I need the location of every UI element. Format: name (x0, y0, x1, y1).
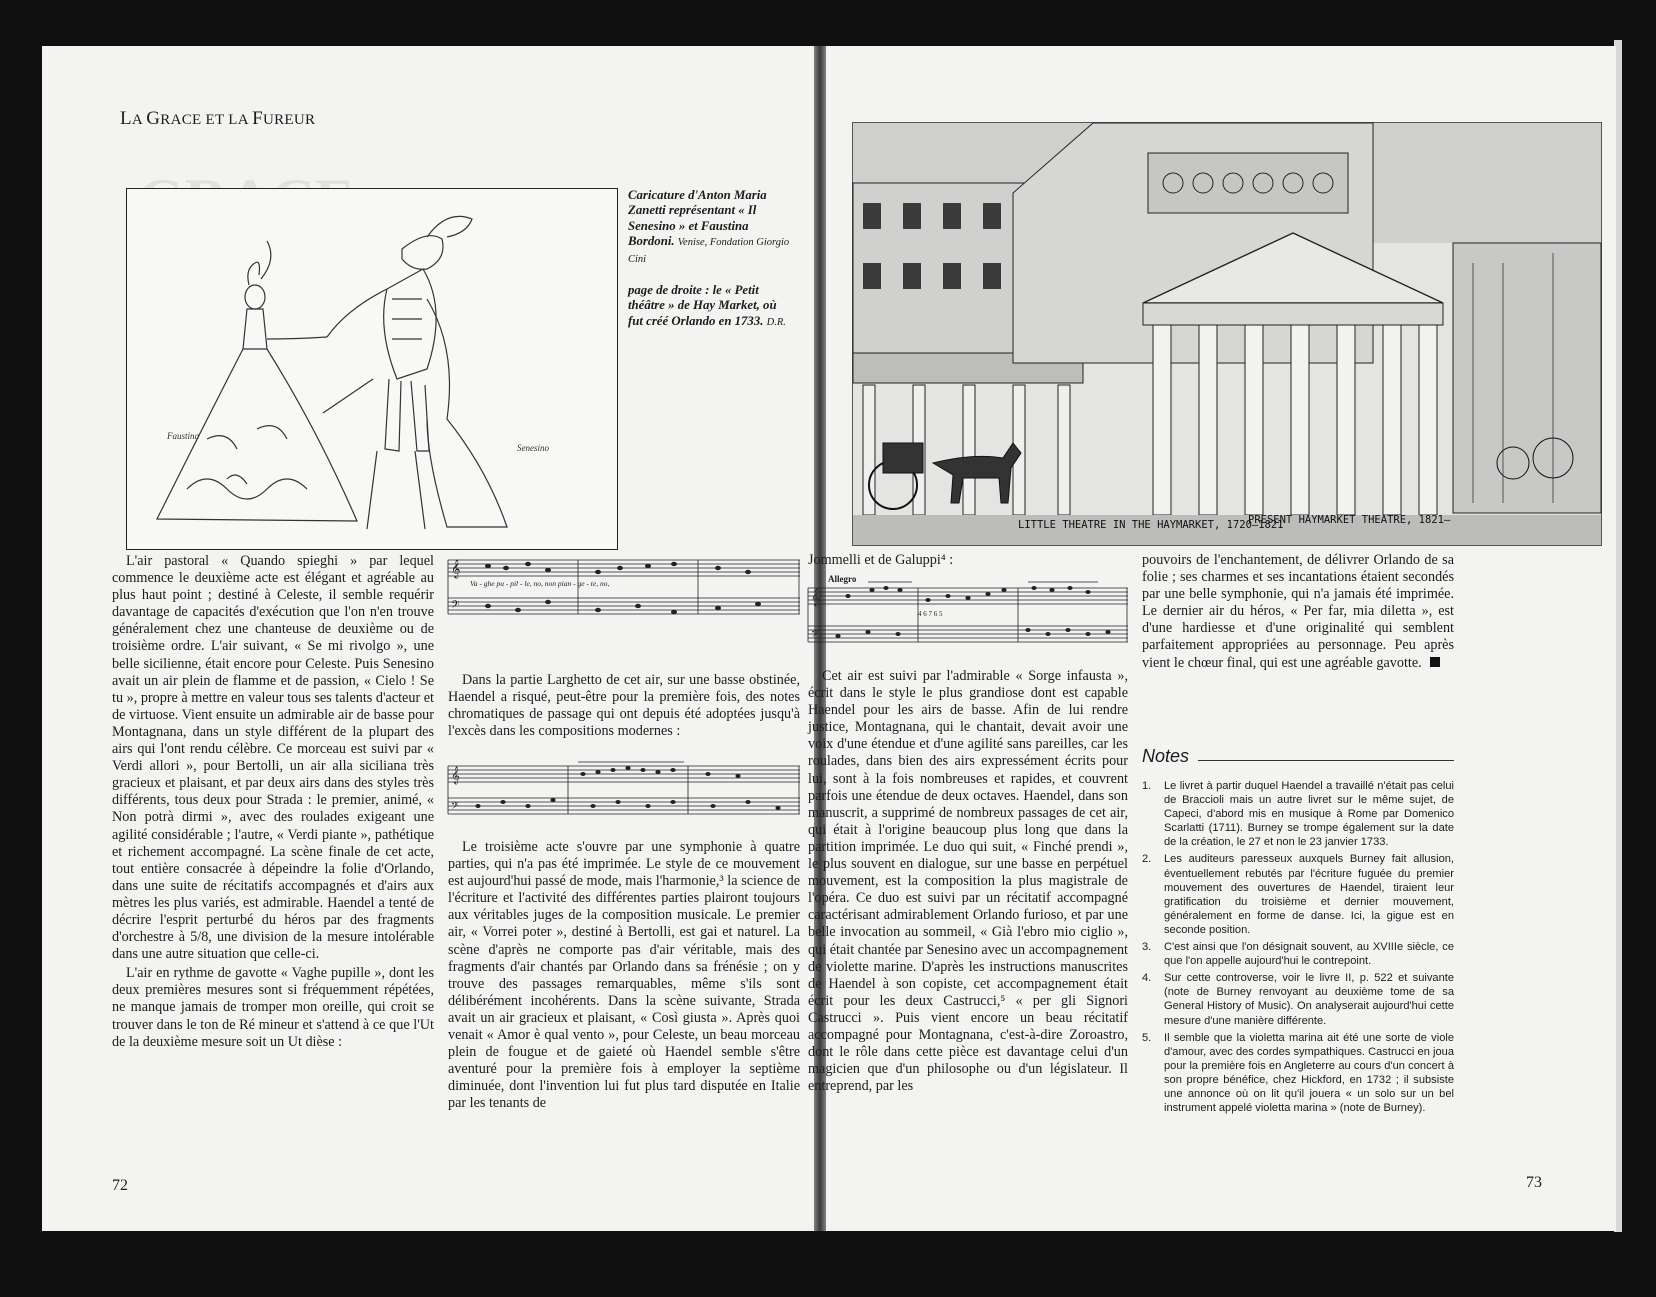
caption-right-page-source: D.R. (766, 316, 786, 328)
paragraph: Le troisième acte s'ouvre par une symphonie à quatre parties, qui n'a pas été imprimée. Le style de ce mouvement est aujourd'hui passé de mode, mais l'harmonie,³ la science de l'écriture et l'activité des différentes parties plairont toujours aux véritables juges de la composition musicale. Le premier air, « Vorrei poter », destiné à Bertolli, est gai et naturel. La scène d'après ne comporte pas d'air véritable, mais des fragments d'air chantés par Orlando dans sa frénésie ; on y trouve des passages remarquables, même s'ils sont délibérément incohérents. Dans la scène suivante, Strada avait un air gracieux et plaisant, « Così giusta ». Après quoi venait « Amor è qual vento », pour Celeste, un beau morceau plein de fougue et de gaieté où Haendel semble s'être aventuré pour la première fois à employer la septième diminuée, dont l'invention lui fut plus tard disputée en Italie par les tenants de (448, 839, 800, 1112)
paragraph: L'air en rythme de gavotte « Vaghe pupille », dont les deux premières mesures sont si fréquemment répétées, ne manque jamais de tromper mon oreille, qui croit se trouver dans le ton de Ré mineur et s'attend à ce que l'Ut de la deuxième mesure soit un Ut dièse : (112, 965, 434, 1050)
score-lyrics: Va - ghe pu - pil - le, no, non pian - ge - te, no, (470, 579, 610, 588)
theatre-engraving (852, 122, 1602, 546)
music-score-larghetto (448, 762, 800, 824)
text-column-4 (1142, 552, 1454, 672)
theatre-label-little: LITTLE THEATRE IN THE HAYMARKET, 1720–1821 (1018, 519, 1284, 531)
paragraph: L'air pastoral « Quando spieghi » par lequel commence le deuxième acte est élégant et agréable au plus haut point ; destiné à Celeste, il semble requérir davantage de capacités d'exécution que l'on n'en trouve généralement chez une chanteuse de deuxième ou de troisième ordre. L'air suivant, « Se mi rivolgo », une belle sicilienne, était encore pour Celeste. Puis Senesino avait un air plein de flamme et de passion, « Cielo ! Se tu », propre à mettre en valeur tous ses talents d'acteur et de virtuose. Vient ensuite un admirable air de basse pour Montagnana, dans un style différent de la plupart des airs qui l'ont rendu célèbre. Ce morceau est suivi par « Verdi allori », pour Bertolli, un air alla siciliana très gracieux et plaisant, et par deux airs dans des styles très différents, tous deux pour Strada : le premier, animé, « Non potrà dirmi », avec des roulades exigeant une agilité considérable ; l'autre, « Verdi piante », pathétique et richement accompagné. La scène finale de cet acte, tout entière consacrée à dépeindre la folie d'Orlando, dans une suite de récitatifs accompagnés et d'airs aux mètres les plus variés, est admirable. Haendel a tenté de décrire l'esprit perturbé du héros par des fragments d'orchestre à 5/8, une division de la mesure intolérable dans une autre situation que celle-ci. (112, 553, 434, 963)
note-item: 3. C'est ainsi que l'on désignait souvent, au XVIIIe siècle, ce que l'on appelle aujourd'hui le contrepoint. (1142, 941, 1454, 968)
drawing-label-right: Senesino (517, 443, 549, 453)
svg-text:4 6 7 6 5: 4 6 7 6 5 (918, 610, 943, 618)
paragraph: pouvoirs de l'enchantement, de délivrer Orlando de sa folie ; ses charmes et ses incantations étaient secondés par une belle symphonie, qui n'a jamais été imprimée. Le dernier air du héros, « Per far, mia diletta », est d'une hardiesse et d'une originalité qui semblent parfaitement appropriées au personnage. Peu après vient le chœur final, qui est une agréable gavotte. (1142, 552, 1454, 671)
svg-text:𝄢: 𝄢 (451, 598, 460, 613)
paragraph: Cet air est suivi par l'admirable « Sorge infausta », écrit dans le style le plus grandiose dont est capable Haendel pour les airs de basse. Afin de lui rendre justice, Montagnana, qui le chantait, devait avoir une voix d'une étendue et d'une agilité sans pareilles, car les roulades, dans bien des airs expressément écrits pour lui, sont à la fois nombreuses et rapides, et couvrent parfois une étendue de deux octaves. Haendel, dans son manuscrit, a supprimé de nombreux passages de cet air, qui était à l'origine beaucoup plus long que dans la partition imprimée. Le duo qui suit, « Finché prendi », le plus souvent en dialogue, sur une basse en perpétuel mouvement, est la composition la plus magistrale de l'opéra. Ce duo est suivi par un récitatif accompagné caractérisant admirablement Orlando furioso, et par une belle invocation au sommeil, « Già l'ebro mio ciglio », qui était chantée par Senesino avec un accompagnement de violette marine. D'après les instructions manuscrites de Haendel à son copiste, cet accompagnement était écrit pour les deux Castrucci,⁵ « per gli Signori Castrucci ». Puis vient encore un beau récitatif accompagné pour Montagnana, c'est-à-dire Zoroastro, dont le rôle dans cette pièce est davantage celui d'un magicien que d'un philosophe ou d'un législateur. Il entreprend, par les (808, 668, 1128, 1095)
notes-heading: Notes (1142, 746, 1190, 766)
notes-list (1140, 779, 1454, 1118)
running-head: LA GRACE ET LA FUREUR (120, 108, 316, 129)
page-number: 73 (1526, 1174, 1542, 1191)
right-page (808, 46, 1616, 1231)
caption-caricature-source: Venise, Fondation Giorgio Cini (628, 237, 790, 265)
caricature-drawing (126, 188, 618, 550)
theatre-label-present: PRESENT HAYMARKET THEATRE, 1821– (1248, 514, 1451, 526)
svg-text:𝄢: 𝄢 (451, 800, 459, 814)
paragraph-lead-in: Jommelli et de Galuppi⁴ : (808, 552, 954, 568)
note-item: 5. Il semble que la violetta marina ait été une sorte de viole d'amour, avec des cordes sympathiques. Castrucci en joua pour la première fois en Angleterre au cours d'un concert à son propre bénéfice, chez Hickford, en 1732 ; il subsiste une annonce où on lit qu'il jouera « un solo sur un bel instrument appelé violetta marina » (note de Burney). (1142, 1031, 1454, 1115)
svg-text:𝄞: 𝄞 (451, 561, 461, 578)
text-column-3b (808, 668, 1128, 1095)
text-column-1 (112, 553, 434, 1051)
note-item: 4. Sur cette controverse, voir le livre II, p. 522 et suivante (note de Burney renvoyant au deuxième tome de sa General History of Music). On analyserait aujourd'hui cette mesure d'une manière différente. (1142, 972, 1454, 1027)
notes-rule (1198, 760, 1454, 761)
drawing-label-left: Faustina (167, 431, 200, 441)
svg-text:𝄢: 𝄢 (811, 628, 819, 642)
note-item: 1. Le livret à partir duquel Haendel a travaillé n'était pas celui de Braccioli mais un autre livret sur le même sujet, de Capeci, d'abord mis en musique à Rome par Domenico Scarlatti (1711). Burney se trompe également sur la date de la création, le 27 et non le 23 janvier 1733. (1142, 780, 1454, 849)
end-mark-icon (1430, 657, 1440, 667)
text-column-2b (448, 839, 800, 1113)
music-score-vaghe-pupille (448, 554, 800, 628)
text-column-3a (808, 552, 1128, 569)
svg-text:𝄞: 𝄞 (451, 768, 460, 784)
text-column-2a (448, 672, 800, 740)
svg-text:𝄞: 𝄞 (811, 590, 820, 606)
paragraph: Dans la partie Larghetto de cet air, sur une basse obstinée, Haendel a risqué, peut-être pour la première fois, des notes chromatiques de passage qui ont depuis été adoptées jusqu'à l'excès dans les compositions modernes : (448, 672, 800, 740)
left-page (42, 46, 814, 1231)
figure-caption (628, 188, 794, 330)
music-score-allegro (808, 574, 1128, 654)
score-tempo: Allegro (828, 574, 857, 584)
caption-right-page: page de droite : le « Petit théâtre » de Hay Market, où fut créé Orlando en 1733. (628, 283, 777, 328)
page-number: 72 (112, 1177, 128, 1194)
note-item: 2. Les auditeurs paresseux auxquels Burney fait allusion, éventuellement rebutés par l'écriture fuguée du premier mouvement des ouvertures de Haendel, tiraient leur gratification du troisième et dernier mouvement, généralement en forme de danse. Ici, la gigue est en seconde position. (1142, 853, 1454, 936)
caption-caricature: Caricature d'Anton Maria Zanetti représentant « Il Senesino » et Faustina Bordoni. (628, 188, 767, 249)
